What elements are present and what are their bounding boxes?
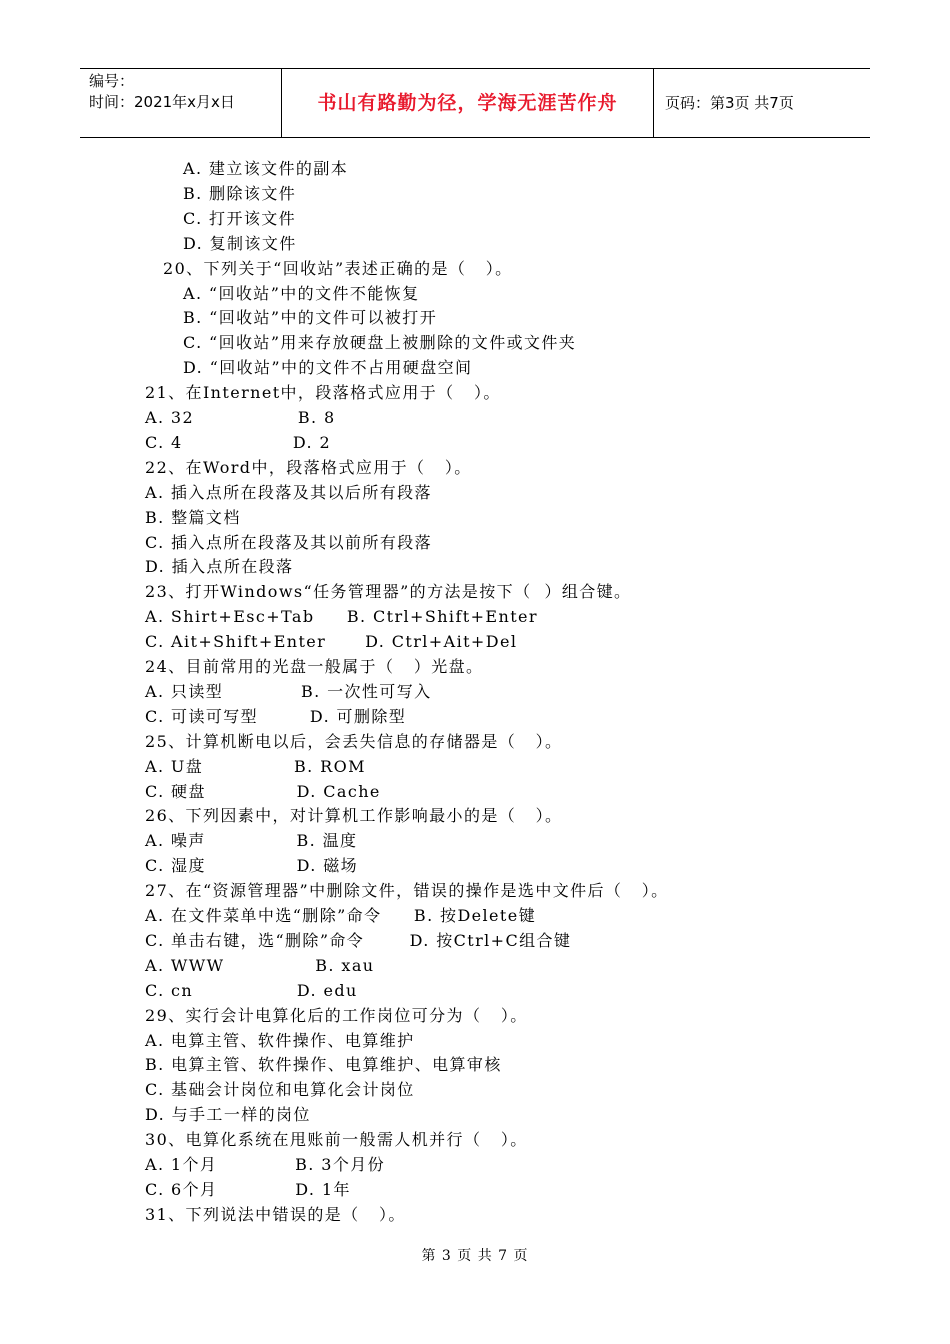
content-line: 23、打开Windows“任务管理器”的方法是按下（ ）组合键。 (145, 582, 632, 601)
page-footer: 第 3 页 共 7 页 (421, 1248, 529, 1264)
content-line: 26、下列因素中，对计算机工作影响最小的是（ ）。 (145, 806, 563, 825)
content-line: B. 整篇文档 (145, 508, 241, 527)
content-line: 27、在“资源管理器”中删除文件，错误的操作是选中文件后（ ）。 (145, 881, 669, 900)
header-number-label: 编号： (89, 72, 135, 90)
content-line: A. Shirt+Esc+Tab B. Ctrl+Shift+Enter (145, 607, 538, 626)
content-line: C. 硬盘 D. Cache (145, 782, 381, 801)
content-line: A. 插入点所在段落及其以后所有段落 (145, 483, 432, 502)
content-line: B. “回收站”中的文件可以被打开 (183, 308, 438, 327)
header-page-info: 页码：第3页 共7页 (665, 94, 794, 112)
content-line: A. 电算主管、软件操作、电算维护 (145, 1031, 415, 1050)
content-line: 30、电算化系统在甩账前一般需人机并行（ ）。 (145, 1130, 528, 1149)
content-line: 24、目前常用的光盘一般属于（ ）光盘。 (145, 657, 484, 676)
content-line: B. 电算主管、软件操作、电算维护、电算审核 (145, 1055, 502, 1074)
content-line: 25、计算机断电以后，会丢失信息的存储器是（ ）。 (145, 732, 563, 751)
header-motto: 书山有路勤为径，学海无涯苦作舟 (282, 69, 654, 137)
content-line: 20、下列关于“回收站”表述正确的是（ ）。 (163, 259, 513, 278)
content-line: A. U盘 B. ROM (145, 757, 366, 776)
content-line: 29、实行会计电算化后的工作岗位可分为（ ）。 (145, 1006, 528, 1025)
content-line: C. 6个月 D. 1年 (145, 1180, 351, 1199)
content-line: C. “回收站”用来存放硬盘上被删除的文件或文件夹 (183, 333, 577, 352)
content-line: A. 1个月 B. 3个月份 (145, 1155, 386, 1174)
content-line: C. 4 D. 2 (145, 433, 332, 452)
content-line: C. 单击右键，选“删除”命令 D. 按Ctrl+C组合键 (145, 931, 572, 950)
content-line: C. 基础会计岗位和电算化会计岗位 (145, 1080, 415, 1099)
header-time-label: 时间：2021年x月x日 (89, 93, 235, 111)
content-line: C. 插入点所在段落及其以前所有段落 (145, 533, 433, 552)
content-line: C. 可读可写型 D. 可删除型 (145, 707, 407, 726)
content-line: 21、在Internet中，段落格式应用于（ ）。 (145, 383, 501, 402)
content-line: D. 复制该文件 (183, 234, 297, 253)
content-line: D. 与手工一样的岗位 (145, 1105, 311, 1124)
content-line: D. “回收站”中的文件不占用硬盘空间 (183, 358, 473, 377)
content-line: A. 建立该文件的副本 (183, 159, 349, 178)
content-line: A. “回收站”中的文件不能恢复 (183, 284, 420, 303)
content-line: A. 只读型 B. 一次性可写入 (145, 682, 432, 701)
header-meta (80, 69, 282, 137)
content-line: C. cn D. edu (145, 981, 358, 1000)
page-header (80, 68, 870, 138)
content-line: B. 删除该文件 (183, 184, 297, 203)
content-line: 31、下列说法中错误的是（ ）。 (145, 1205, 406, 1224)
content-line: C. Ait+Shift+Enter D. Ctrl+Ait+Del (145, 632, 518, 651)
content-line: C. 湿度 D. 磁场 (145, 856, 359, 875)
content-line: D. 插入点所在段落 (145, 557, 294, 576)
content-line: A. 32 B. 8 (145, 408, 336, 427)
content-line: C. 打开该文件 (183, 209, 297, 228)
content-line: A. 在文件菜单中选“删除”命令 B. 按Delete键 (145, 906, 537, 925)
content-line: A. 噪声 B. 温度 (145, 831, 358, 850)
content-line: 22、在Word中，段落格式应用于（ ）。 (145, 458, 472, 477)
content-line: A. WWW B. xau (145, 956, 375, 975)
